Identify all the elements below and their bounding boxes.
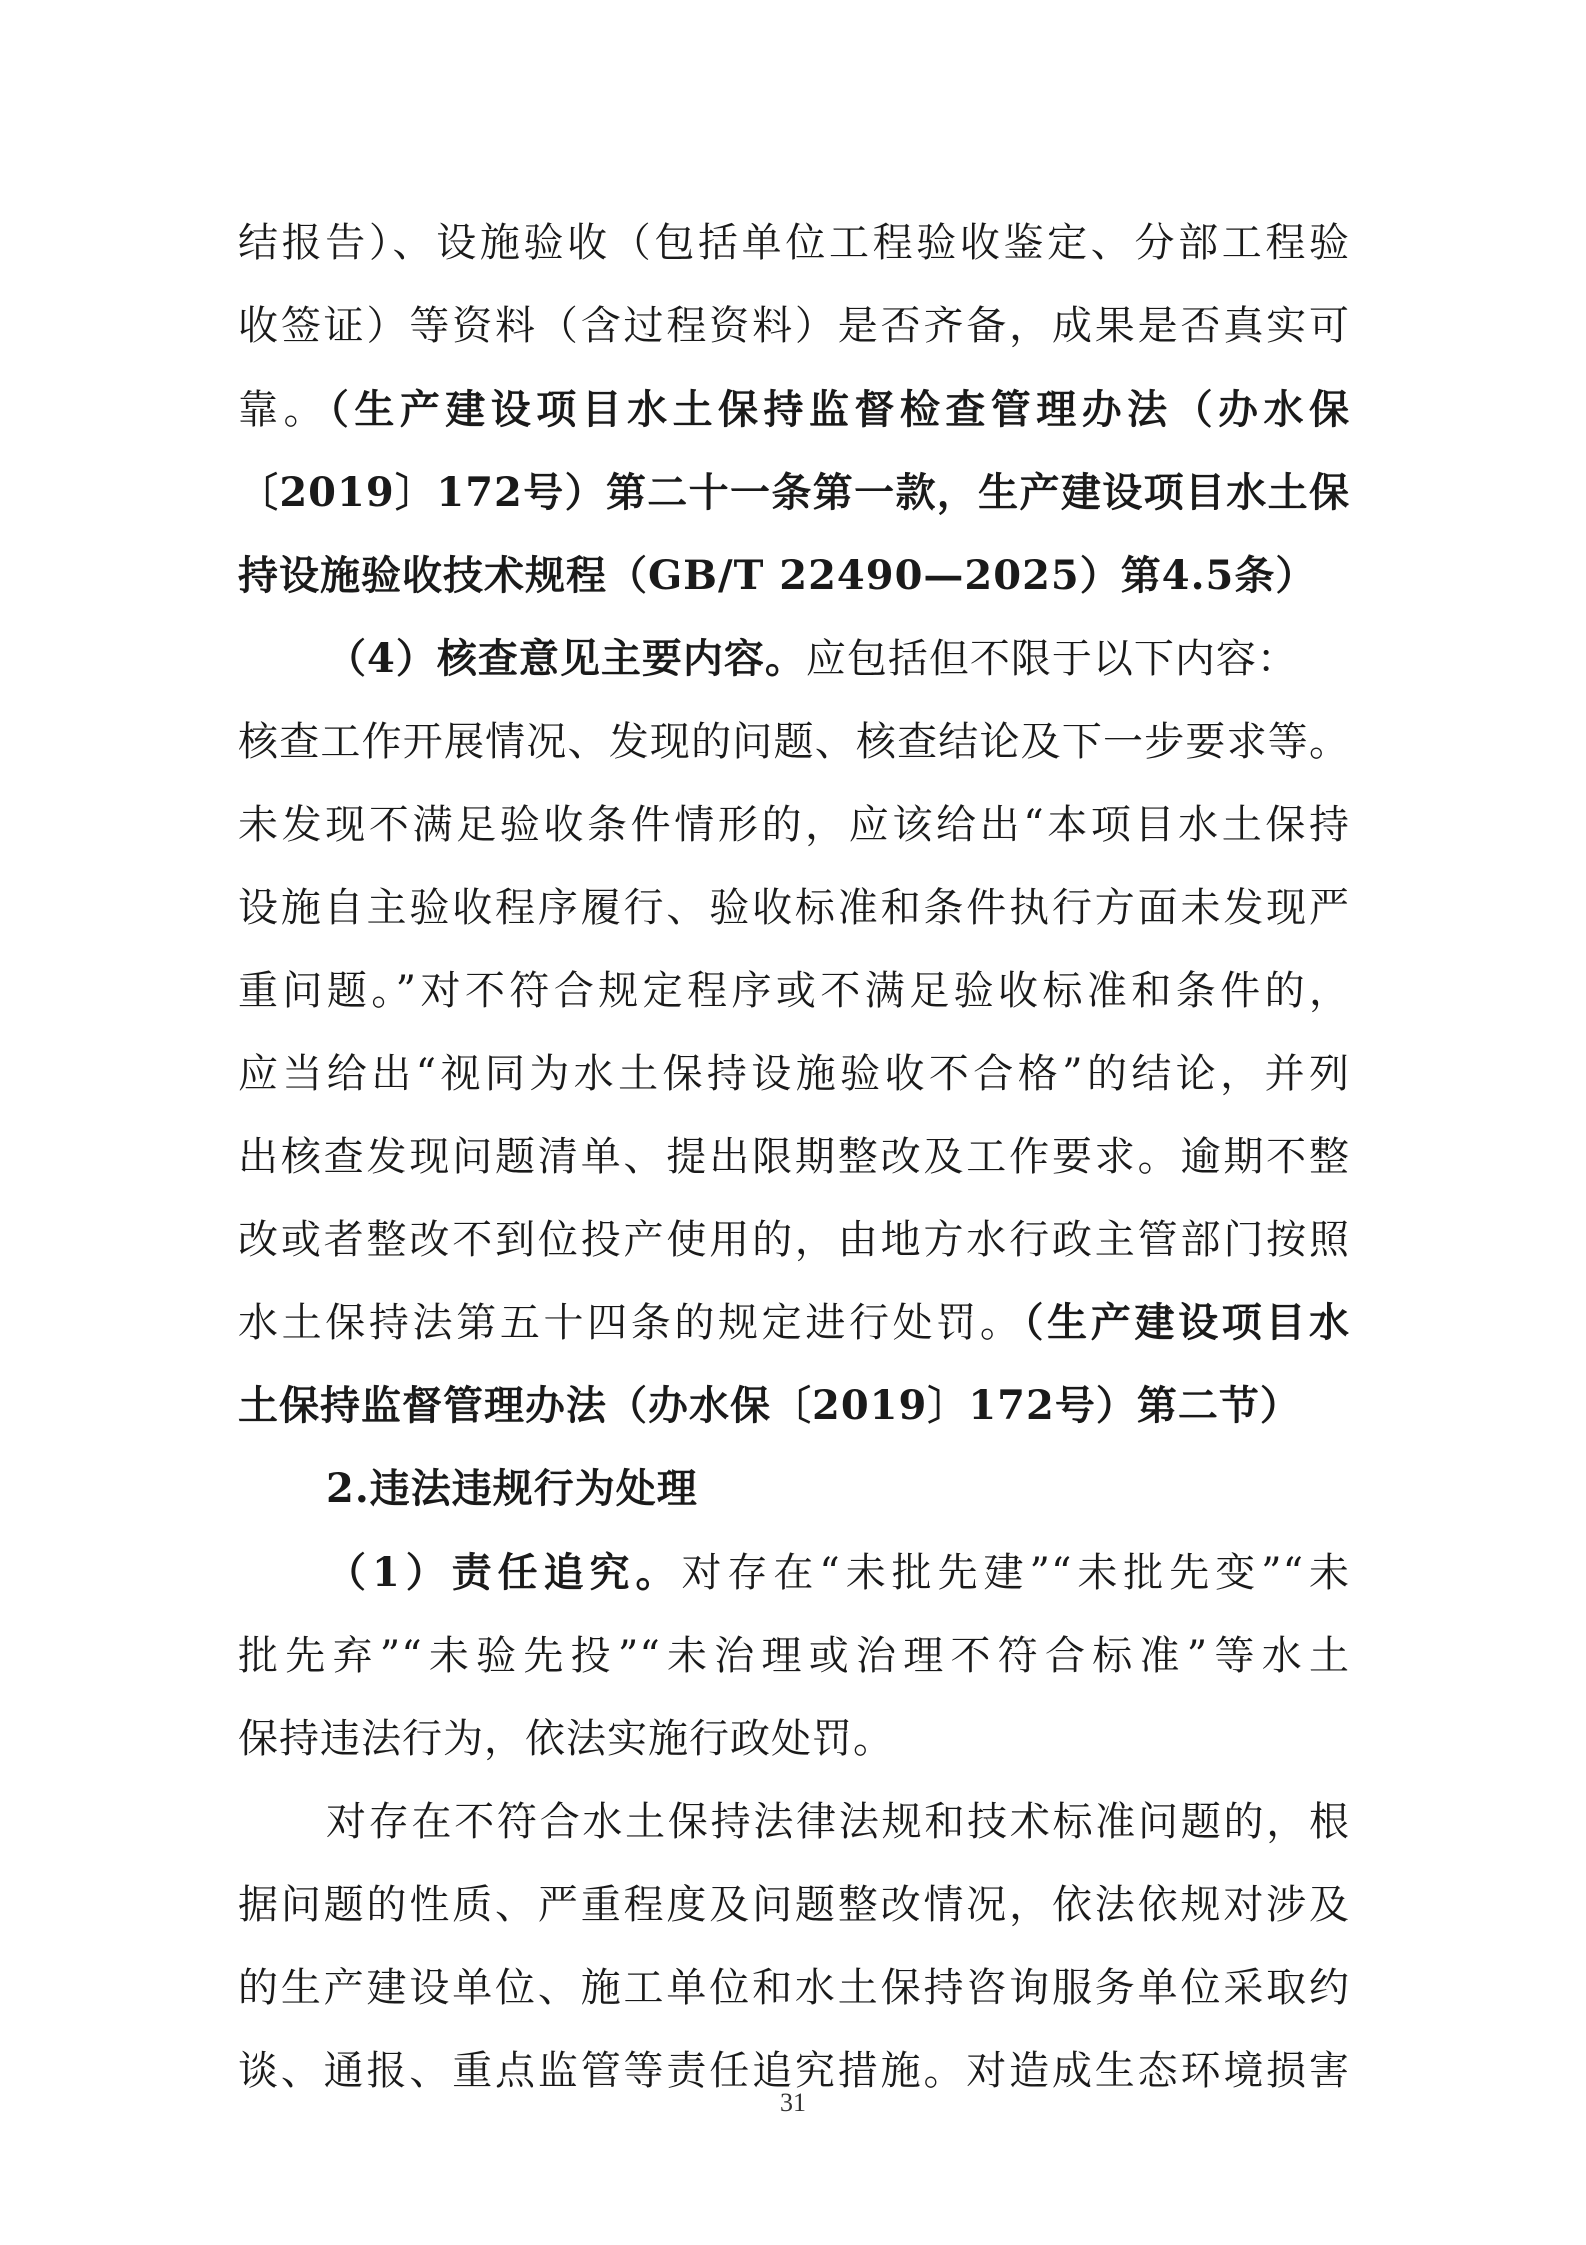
text-run: 出核查发现问题清单、提出限期整改及工作要求。逾期不整 [238,1134,1350,1180]
text-line [238,546,1350,606]
text-run: 对存在“未批先建”“未批先变”“未 [681,1550,1350,1596]
text-line [238,795,1350,855]
text-run: 批先弃”“未验先投”“未治理或治理不符合标准”等水土 [238,1633,1350,1679]
text-run: 核查工作开展情况、发现的问题、核查结论及下一步要求等。 [238,719,1350,765]
bold-text-run: 〔2019〕172号）第二十一条第一款，生产建设项目水土保 [238,469,1350,516]
text-run: 水土保持法第五十四条的规定进行处罚。 [238,1300,1024,1346]
bold-text-run: 持设施验收技术规程（GB/T 22490—2025）第4.5条） [238,552,1317,599]
bold-text-run: （1）责任追究。 [326,1549,682,1596]
text-run: 应包括但不限于以下内容： [805,636,1298,682]
text-run: 谈、通报、重点监管等责任追究措施。对造成生态环境损害 [238,2048,1350,2094]
text-line [238,1376,1350,1436]
text-run: 设施自主验收程序履行、验收标准和条件执行方面未发现严 [238,885,1350,931]
text-line [326,1792,1350,1852]
bold-text-run: （4）核查意见主要内容。 [326,635,806,682]
text-line [238,1626,1350,1686]
text-line [238,463,1350,523]
bold-text-run: （生产建设项目水 [1023,1299,1350,1346]
text-run: 靠。 [238,387,329,433]
text-line [238,878,1350,938]
text-run: 收签证）等资料（含过程资料）是否齐备，成果是否真实可 [238,303,1350,349]
text-run: 结报告）、设施验收（包括单位工程验收鉴定、分部工程验 [238,220,1350,266]
text-run: 保持违法行为，依法实施行政处罚。 [238,1716,894,1762]
text-line [326,629,1350,689]
text-line [238,380,1350,440]
text-line [238,1709,1350,1769]
text-line [238,1127,1350,1187]
text-run: 改或者整改不到位投产使用的，由地方水行政主管部门按照 [238,1217,1350,1263]
bold-text-run: 2.违法违规行为处理 [326,1465,698,1512]
text-line [326,1459,1350,1519]
text-line [238,296,1350,356]
text-line [238,1044,1350,1104]
text-run: 的生产建设单位、施工单位和水土保持咨询服务单位采取约 [238,1965,1350,2011]
page-number: 31 [780,2088,806,2117]
text-run: 据问题的性质、严重程度及问题整改情况，依法依规对涉及 [238,1882,1350,1928]
text-line [238,712,1350,772]
text-run: 应当给出“视同为水土保持设施验收不合格”的结论，并列 [238,1051,1350,1097]
text-line [238,1210,1350,1270]
text-line [238,1958,1350,2018]
bold-text-run: （生产建设项目水土保持监督检查管理办法（办水保 [328,386,1350,433]
text-run: 未发现不满足验收条件情形的，应该给出“本项目水土保持 [238,802,1350,848]
text-line [238,213,1350,273]
text-line [326,1543,1350,1603]
text-line [238,1293,1350,1353]
bold-text-run: 土保持监督管理办法（办水保〔2019〕172号）第二节） [238,1382,1301,1429]
text-run: 对存在不符合水土保持法律法规和技术标准问题的，根 [326,1799,1350,1845]
text-run: 重问题。”对不符合规定程序或不满足验收标准和条件的， [238,968,1350,1014]
text-line [238,1875,1350,1935]
text-line [238,961,1350,1021]
